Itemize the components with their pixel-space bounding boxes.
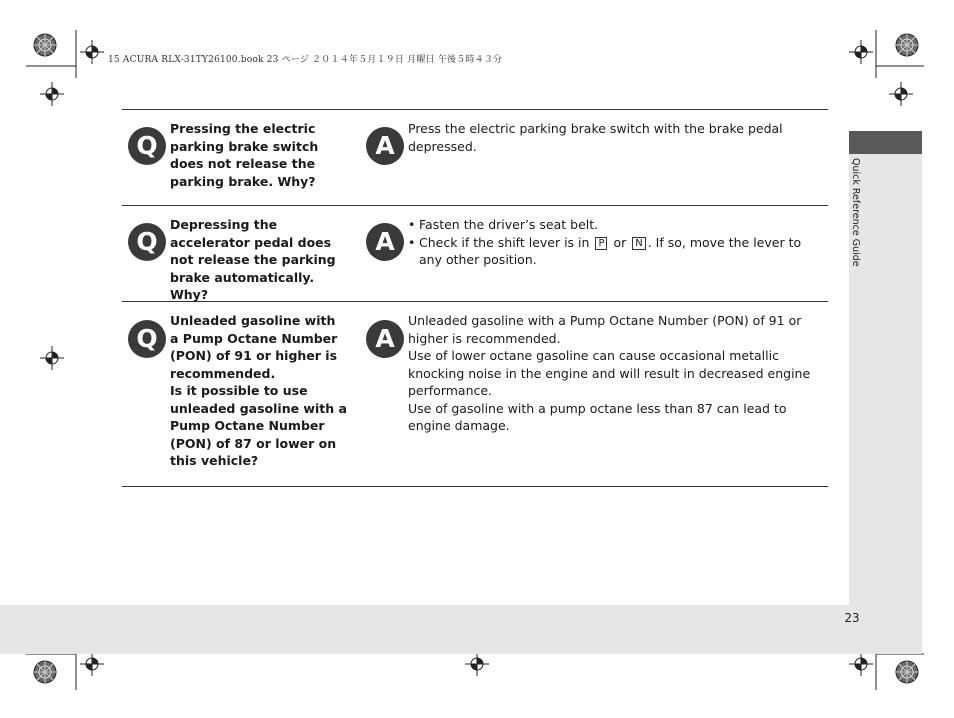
registration-target-icon <box>80 40 104 64</box>
question-block <box>170 312 348 470</box>
section-tab-marker <box>849 131 922 154</box>
registration-target-icon <box>80 652 104 676</box>
page-number: 23 <box>844 611 860 625</box>
color-star-target-icon <box>895 33 919 57</box>
color-star-target-icon <box>33 33 57 57</box>
answer-text: Press the electric parking brake switch with the brake pedal depressed. <box>408 121 783 154</box>
question-badge-icon: Q <box>128 223 166 261</box>
footer-band <box>0 605 849 654</box>
question-text: Is it possible to use unleaded gasoline with a Pump Octane Number (PON) of 87 or lower on this vehicle? <box>170 383 347 468</box>
question-text: Depressing the accelerator pedal does not release the parking brake automatically. Why? <box>170 217 336 302</box>
color-star-target-icon <box>895 660 919 684</box>
color-star-target-icon <box>33 660 57 684</box>
answer-text: Use of lower octane gasoline can cause occasional metallic knocking noise in the engine and will result in decreased engine performance. <box>408 348 811 398</box>
answer-list <box>408 216 818 269</box>
question-badge-icon: Q <box>128 127 166 165</box>
answer-badge-icon: A <box>366 223 404 261</box>
registration-target-icon <box>40 346 64 370</box>
registration-target-icon <box>465 652 489 676</box>
shift-key-n-icon: N <box>632 237 645 250</box>
print-file-header: 15 ACURA RLX-31TY26100.book 23 ページ ２０１４年５月１９日 月曜日 午後５時４３分 <box>108 55 503 65</box>
registration-target-icon <box>40 82 64 106</box>
answer-block <box>408 312 818 435</box>
answer-badge-icon: A <box>366 320 404 358</box>
answer-bullet: • Check if the shift lever is in P or N . If so, move the lever to any other position. <box>408 234 818 269</box>
answer-text: Use of gasoline with a pump octane less than 87 can lead to engine damage. <box>408 400 787 433</box>
table-rule <box>122 109 828 110</box>
question-text: Pressing the electric parking brake switch does not release the parking brake. Why? <box>170 121 319 189</box>
registration-target-icon <box>849 652 873 676</box>
question-badge-icon: Q <box>128 320 166 358</box>
section-label: Quick Reference Guide <box>850 158 861 267</box>
answer-badge-icon: A <box>366 127 404 165</box>
registration-target-icon <box>889 82 913 106</box>
answer-bullet: • Fasten the driver’s seat belt. <box>408 216 818 234</box>
registration-target-icon <box>849 40 873 64</box>
table-rule <box>122 486 828 487</box>
answer-text: Unleaded gasoline with a Pump Octane Number (PON) of 91 or higher is recommended. <box>408 313 802 346</box>
shift-key-p-icon: P <box>595 237 607 250</box>
question-text: Unleaded gasoline with a Pump Octane Number (PON) of 91 or higher is recommended. <box>170 313 338 381</box>
table-rule <box>122 205 828 206</box>
